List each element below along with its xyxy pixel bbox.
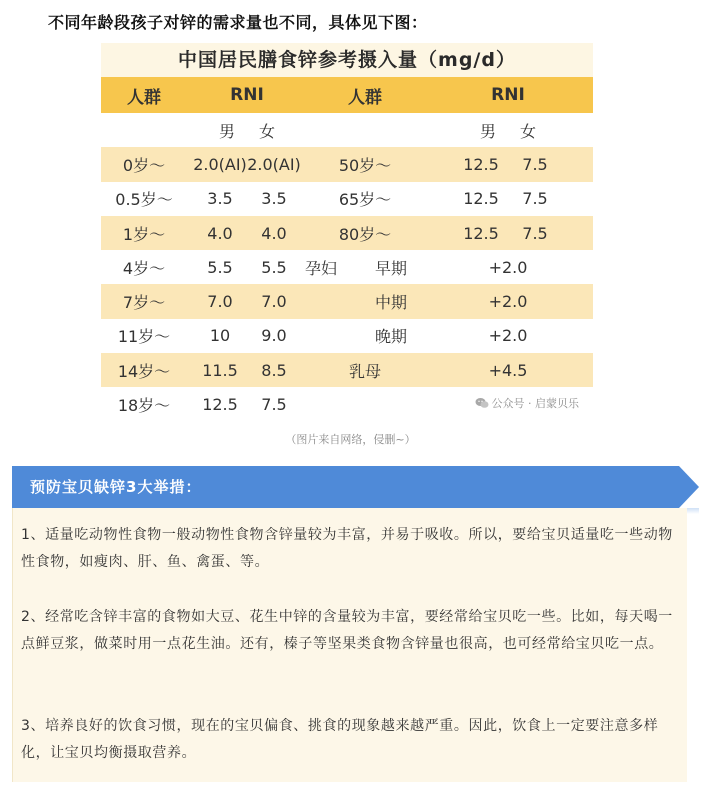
group-sub-label: 晚期 (374, 327, 407, 347)
age-cell: 0岁～ (101, 147, 187, 181)
rni-female: 3.5 (261, 189, 287, 209)
rni-female: 8.5 (261, 360, 287, 380)
group-sub-label: 中期 (374, 293, 407, 313)
wechat-icon (475, 397, 489, 412)
rni-male: 12.5 (463, 223, 499, 243)
table-row (101, 182, 593, 216)
table-title: 中国居民膳食锌参考摄入量（mg/d） (101, 43, 593, 77)
group-cell: 80岁～ (307, 216, 423, 250)
rni-pair-cell (187, 182, 307, 216)
group-cell: 65岁～ (307, 182, 423, 216)
intro-text: 不同年龄段孩子对锌的需求量也不同，具体见下图： (48, 13, 428, 32)
rni-pair-cell (187, 250, 307, 284)
zinc-intake-table (101, 77, 593, 422)
rni-pair-cell (423, 182, 593, 216)
group-cell (307, 319, 423, 353)
rni-pair-cell (187, 353, 307, 387)
rni-male: 4.0 (207, 223, 233, 243)
group-cell: 乳母 (307, 353, 423, 387)
male-label: 男 (479, 121, 496, 141)
sex-labels-left (187, 113, 307, 147)
group-cell (307, 284, 423, 318)
zinc-intake-table-image (101, 43, 593, 420)
rni-female: 5.5 (261, 257, 287, 277)
header-group-right: 人群 (307, 77, 423, 113)
rni-pair-cell (187, 147, 307, 181)
rni-male: 11.5 (202, 360, 238, 380)
group-label: 孕妇 (305, 258, 338, 278)
rni-male: 2.0(AI) (193, 154, 247, 174)
age-cell: 4岁～ (101, 250, 187, 284)
group-cell (307, 387, 423, 421)
sex-labels-right (423, 113, 593, 147)
age-cell: 1岁～ (101, 216, 187, 250)
rni-cell: +2.0 (423, 250, 593, 284)
rni-female: 4.0 (261, 223, 287, 243)
age-cell: 11岁～ (101, 319, 187, 353)
rni-male: 5.5 (207, 257, 233, 277)
table-row (101, 353, 593, 387)
rni-male: 7.0 (207, 292, 233, 312)
group-cell (307, 250, 423, 284)
rni-cell: +4.5 (423, 353, 593, 387)
header-rni-right: RNI (423, 77, 593, 113)
rni-female: 7.5 (522, 189, 548, 209)
section-banner (12, 466, 699, 508)
rni-female: 7.5 (522, 154, 548, 174)
watermark (475, 395, 580, 412)
sex-row (101, 113, 593, 147)
measure-paragraph-1: 1、适量吃动物性食物一般动物性食物含锌量较为丰富，并易于吸收。所以，要给宝贝适量吃一些动物性食物，如瘦肉、肝、鱼、禽蛋、等。 (21, 527, 673, 570)
header-group-left: 人群 (101, 77, 187, 113)
rni-cell: +2.0 (423, 319, 593, 353)
male-label: 男 (218, 121, 235, 141)
rni-female: 7.5 (522, 223, 548, 243)
female-label: 女 (258, 121, 275, 141)
rni-pair-cell (187, 387, 307, 421)
rni-male: 10 (209, 326, 231, 346)
table-row (101, 147, 593, 181)
rni-male: 12.5 (463, 154, 499, 174)
rni-male: 12.5 (202, 395, 238, 415)
rni-female: 7.0 (261, 292, 287, 312)
image-caption: （图片来自网络，侵删~） (285, 433, 416, 446)
rni-pair-cell (187, 284, 307, 318)
rni-cell: +2.0 (423, 284, 593, 318)
female-label: 女 (519, 121, 536, 141)
rni-female: 2.0(AI) (247, 154, 301, 174)
banner-title: 预防宝贝缺锌3大举措： (30, 478, 202, 496)
rni-female: 9.0 (261, 326, 287, 346)
age-cell: 18岁～ (101, 387, 187, 421)
watermark-text: 公众号 · 启蒙贝乐 (491, 397, 579, 410)
measures-content-box (12, 508, 687, 782)
table-row (101, 250, 593, 284)
age-cell: 0.5岁～ (101, 182, 187, 216)
rni-male: 12.5 (463, 189, 499, 209)
age-cell: 7岁～ (101, 284, 187, 318)
rni-male: 3.5 (207, 189, 233, 209)
table-row (101, 216, 593, 250)
rni-pair-cell (187, 319, 307, 353)
group-sub-label: 早期 (374, 258, 407, 278)
rni-female: 7.5 (261, 395, 287, 415)
table-row (101, 319, 593, 353)
rni-pair-cell (187, 216, 307, 250)
rni-pair-cell (423, 147, 593, 181)
age-cell: 14岁～ (101, 353, 187, 387)
rni-pair-cell (423, 216, 593, 250)
measure-paragraph-2: 2、经常吃含锌丰富的食物如大豆、花生中锌的含量较为丰富，要经常给宝贝吃一些。比如，每天喝一点鲜豆浆，做菜时用一点花生油。还有，榛子等坚果类食物含锌量也很高，也可经常给宝贝吃一点。 (21, 609, 673, 652)
table-row (101, 284, 593, 318)
header-rni-left: RNI (187, 77, 307, 113)
group-cell: 50岁～ (307, 147, 423, 181)
banner-arrow (679, 466, 699, 508)
measure-paragraph-3: 3、培养良好的饮食习惯，现在的宝贝偏食、挑食的现象越来越严重。因此，饮食上一定要注意多样化，让宝贝均衡摄取营养。 (21, 718, 659, 761)
table-header-row (101, 77, 593, 113)
